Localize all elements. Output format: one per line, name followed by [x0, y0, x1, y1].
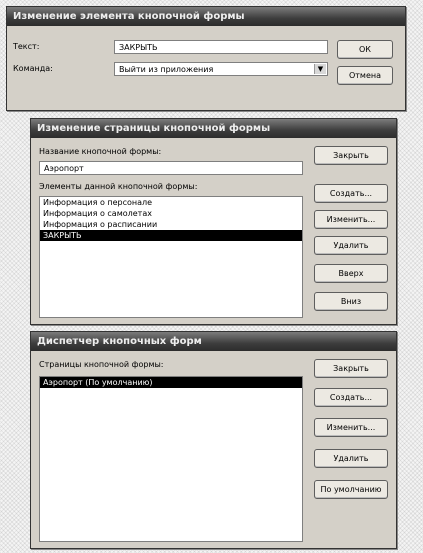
edit-page-dialog-title: Изменение страницы кнопочной формы: [31, 119, 396, 138]
list-item[interactable]: ЗАКРЫТЬ: [40, 230, 302, 241]
form-items-label: Элементы данной кнопочной формы:: [39, 182, 198, 191]
form-name-label: Название кнопочной формы:: [39, 147, 162, 156]
list-item[interactable]: Информация о персонале: [43, 198, 153, 207]
delete-button[interactable]: Удалить: [314, 236, 388, 255]
pages-list[interactable]: [39, 376, 303, 542]
close-button[interactable]: Закрыть: [314, 359, 388, 378]
edit-button[interactable]: Изменить...: [314, 210, 388, 229]
form-items-list[interactable]: [39, 196, 303, 318]
edit-page-dialog: [30, 118, 397, 325]
command-value: Выйти из приложения: [119, 65, 214, 74]
edit-button[interactable]: Изменить...: [314, 418, 388, 437]
pages-label: Страницы кнопочной формы:: [39, 360, 164, 369]
text-label: Текст:: [13, 42, 40, 51]
move-down-button[interactable]: Вниз: [314, 292, 388, 311]
ok-button[interactable]: ОК: [337, 40, 393, 59]
command-select[interactable]: [114, 62, 328, 76]
move-up-button[interactable]: Вверх: [314, 264, 388, 283]
set-default-button[interactable]: По умолчанию: [314, 480, 388, 499]
switchboard-manager-title: Диспетчер кнопочных форм: [31, 332, 396, 351]
create-button[interactable]: Создать...: [314, 184, 388, 203]
edit-item-dialog-title: Изменение элемента кнопочной формы: [7, 7, 405, 26]
list-item[interactable]: Информация о расписании: [43, 220, 158, 229]
list-item[interactable]: Аэропорт (По умолчанию): [40, 377, 302, 388]
chevron-down-icon[interactable]: ▼: [314, 64, 326, 74]
form-name-field[interactable]: Аэропорт: [39, 161, 303, 175]
text-field[interactable]: ЗАКРЫТЬ: [114, 40, 328, 54]
create-button[interactable]: Создать...: [314, 388, 388, 407]
delete-button[interactable]: Удалить: [314, 449, 388, 468]
cancel-button[interactable]: Отмена: [337, 66, 393, 85]
switchboard-manager-dialog: [30, 331, 397, 549]
close-button[interactable]: Закрыть: [314, 146, 388, 165]
command-label: Команда:: [13, 64, 53, 73]
edit-item-dialog: [6, 6, 406, 111]
list-item[interactable]: Информация о самолетах: [43, 209, 152, 218]
